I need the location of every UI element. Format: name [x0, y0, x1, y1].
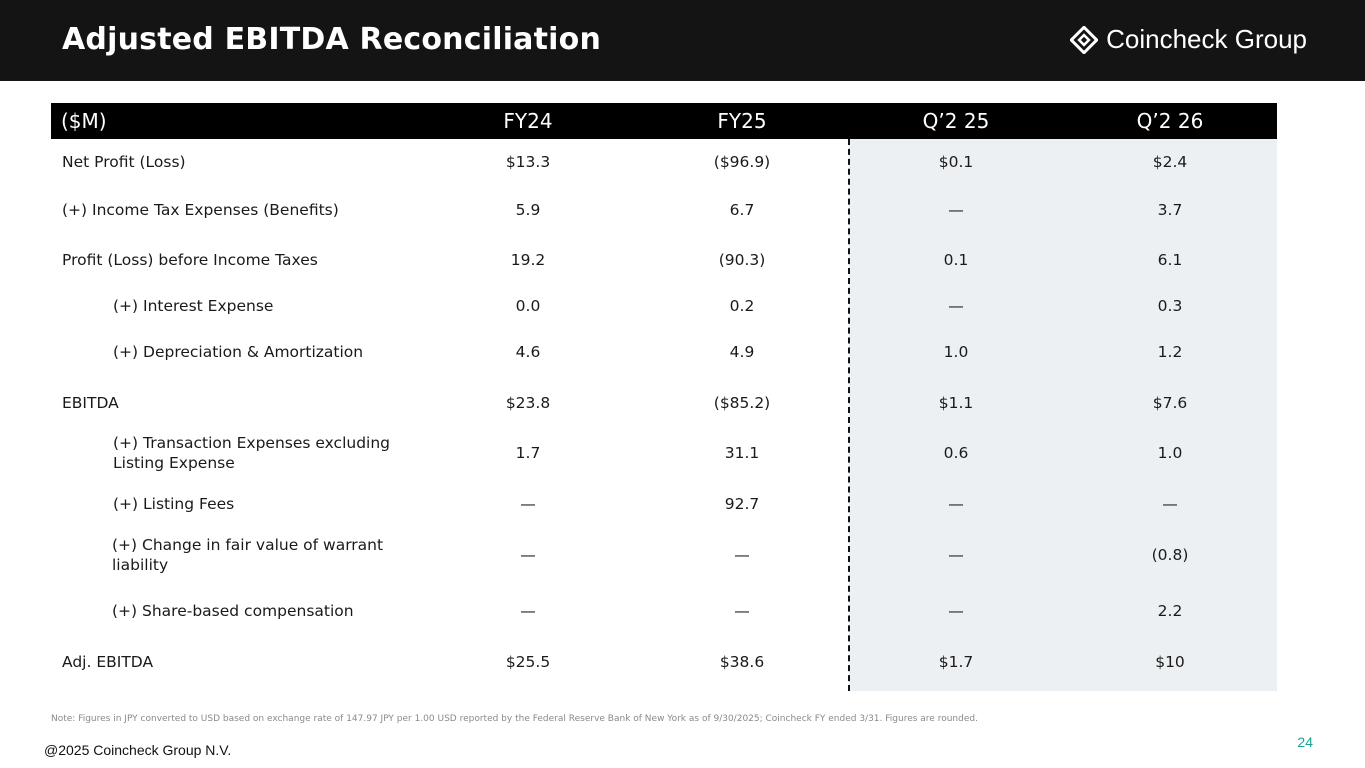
- cell-value: 1.7: [515, 444, 541, 462]
- column-header-q2-26: Q’2 26: [1136, 109, 1204, 133]
- table-row: [51, 184, 1277, 235]
- cell-value: (0.8): [1151, 545, 1189, 564]
- row-label: (+) Interest Expense: [113, 296, 274, 315]
- cell-value: $1.1: [938, 393, 974, 412]
- table-row: [51, 285, 1277, 326]
- cell-value: —: [948, 602, 964, 620]
- cell-value: —: [948, 200, 964, 219]
- cell-value: —: [948, 545, 964, 564]
- cell-value: ($85.2): [713, 393, 771, 412]
- cell-value: 0.3: [1157, 296, 1183, 315]
- table-row: [51, 326, 1277, 377]
- table-row: [51, 529, 1277, 580]
- table-row: [51, 235, 1277, 285]
- column-header-q2-25: Q’2 25: [922, 109, 990, 133]
- row-label: (+) Listing Fees: [113, 494, 235, 513]
- cell-value: ($96.9): [713, 152, 771, 171]
- cell-value: 0.2: [729, 296, 755, 315]
- row-label: (+) Depreciation & Amortization: [113, 342, 364, 361]
- table-header: [51, 103, 1277, 139]
- cell-value: —: [520, 545, 536, 564]
- cell-value: 5.9: [515, 200, 541, 219]
- row-label: (+) Change in fair value of warrant liability: [112, 535, 384, 574]
- page-number: 24: [1297, 734, 1313, 750]
- cell-value: —: [520, 602, 536, 620]
- cell-value: 1.0: [943, 342, 969, 361]
- cell-value: $13.3: [505, 152, 551, 171]
- copyright: @2025 Coincheck Group N.V.: [44, 742, 232, 758]
- cell-value: 1.0: [1157, 444, 1183, 462]
- row-label: Adj. EBITDA: [62, 653, 154, 671]
- cell-value: $23.8: [505, 393, 551, 412]
- cell-value: 1.2: [1157, 342, 1183, 361]
- cell-value: (90.3): [718, 251, 766, 269]
- cell-value: $10: [1155, 653, 1185, 671]
- cell-value: $25.5: [505, 653, 551, 671]
- cell-value: 92.7: [724, 494, 760, 513]
- cell-value: —: [948, 494, 964, 513]
- cell-value: 0.6: [943, 444, 969, 462]
- cell-value: 2.2: [1157, 602, 1183, 620]
- cell-value: 3.7: [1157, 200, 1183, 219]
- cell-value: 4.9: [729, 342, 755, 361]
- cell-value: —: [734, 602, 750, 620]
- cell-value: 0.1: [943, 251, 969, 269]
- cell-value: 31.1: [724, 444, 760, 462]
- coincheck-logo-icon: [1070, 26, 1098, 54]
- table-row: [51, 428, 1277, 478]
- row-label: EBITDA: [62, 393, 119, 412]
- page-title: Adjusted EBITDA Reconciliation: [62, 22, 602, 57]
- footnote: Note: Figures in JPY converted to USD based on exchange rate of 147.97 JPY per 1.00 USD reported by the Federal Reserve Bank of New York as of 9/30/2025; Coincheck FY ended 3/31. Figures are rounded.: [51, 714, 978, 724]
- cell-value: —: [948, 296, 964, 315]
- cell-value: —: [734, 545, 750, 564]
- column-header-unit: ($M): [61, 109, 107, 133]
- table-row: [51, 642, 1277, 682]
- column-header-fy25: FY25: [717, 109, 767, 133]
- table-row: [51, 139, 1277, 184]
- header-bar: [0, 0, 1365, 81]
- cell-value: 6.7: [729, 200, 755, 219]
- row-label: (+) Share-based compensation: [112, 602, 354, 620]
- cell-value: $0.1: [938, 152, 974, 171]
- cell-value: 0.0: [515, 296, 541, 315]
- cell-value: 4.6: [515, 342, 541, 361]
- row-label: Net Profit (Loss): [62, 152, 186, 171]
- brand-name: Coincheck Group: [1106, 24, 1307, 54]
- cell-value: $1.7: [938, 653, 974, 671]
- cell-value: 19.2: [510, 251, 546, 269]
- row-label: Profit (Loss) before Income Taxes: [62, 251, 318, 269]
- cell-value: —: [1162, 494, 1178, 513]
- cell-value: —: [520, 494, 536, 513]
- brand: [1070, 24, 1307, 55]
- cell-value: $7.6: [1152, 393, 1188, 412]
- row-label: (+) Transaction Expenses excluding Listing Expense: [113, 434, 391, 472]
- table-body: [51, 139, 1277, 682]
- column-header-fy24: FY24: [503, 109, 553, 133]
- cell-value: $2.4: [1152, 152, 1188, 171]
- table-row: [51, 478, 1277, 529]
- cell-value: 6.1: [1157, 251, 1183, 269]
- cell-value: $38.6: [719, 653, 765, 671]
- table-row: [51, 580, 1277, 642]
- table-row: [51, 377, 1277, 428]
- row-label: (+) Income Tax Expenses (Benefits): [62, 200, 339, 219]
